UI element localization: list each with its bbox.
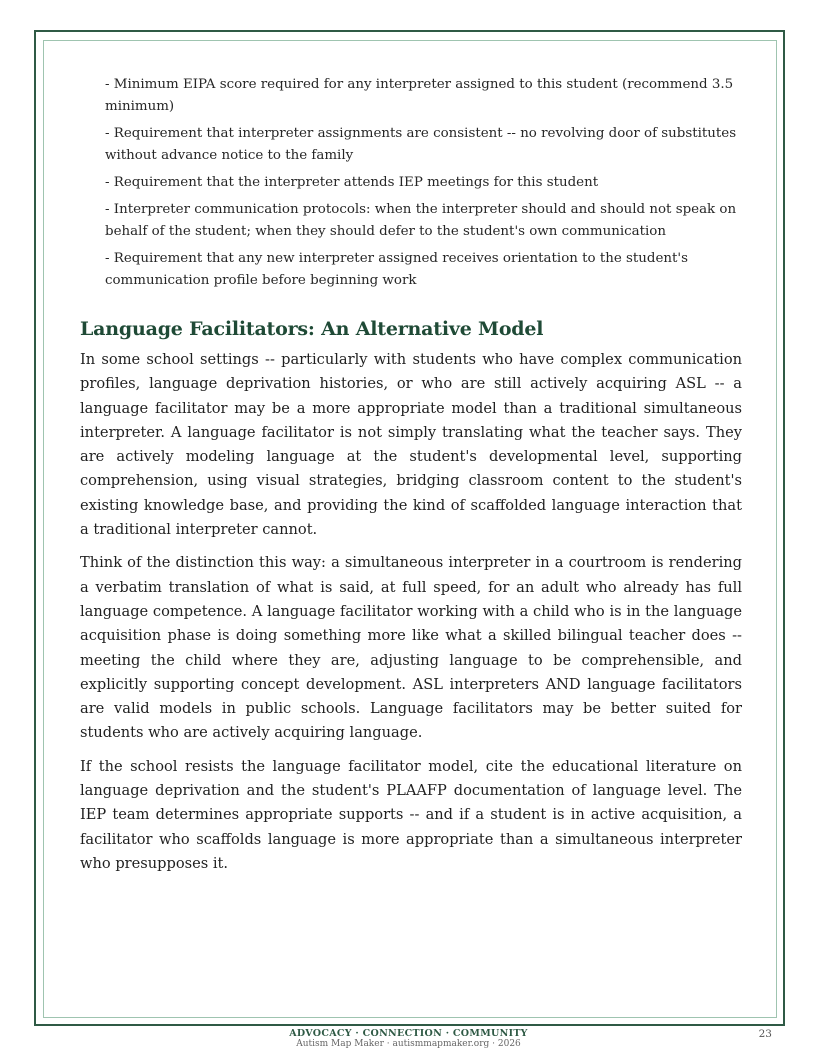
page-content — [80, 74, 742, 885]
body-paragraph: If the school resists the language facilitator model, cite the educational literature on language deprivation and the student's PLAAFP documentation of language level. The IEP team determines appropriate supports -- and if a student is in active acquisition, a facilitator who scaffolds language is more appropriate than a simultaneous interpreter who presupposes it. — [80, 757, 742, 872]
requirements-list — [105, 74, 742, 292]
list-item: - Interpreter communication protocols: when the interpreter should and should not speak on behalf of the student; when they should defer to the student's own communication — [105, 202, 737, 239]
page-footer — [0, 1028, 817, 1050]
list-item: - Minimum EIPA score required for any interpreter assigned to this student (recommend 3.5 minimum) — [105, 77, 734, 114]
list-item: - Requirement that interpreter assignments are consistent -- no revolving door of substitutes without advance notice to the family — [105, 126, 737, 163]
footer-tagline: ADVOCACY · CONNECTION · COMMUNITY — [289, 1028, 528, 1039]
list-item: - Requirement that the interpreter attends IEP meetings for this student — [105, 175, 599, 190]
body-paragraph: Think of the distinction this way: a simultaneous interpreter in a courtroom is rendering a verbatim translation of what is said, at full speed, for an adult who already has full language competence. A language facilitator working with a child who is in the language acquisition phase is doing something more like what a skilled bilingual teacher does -- meeting the child where they are, adjusting language to be comprehensible, and explicitly supporting concept development. ASL interpreters AND language facilitators are valid models in public schools. Language facilitators may be better suited for students who are actively acquiring language. — [80, 554, 742, 742]
list-item: - Requirement that any new interpreter assigned receives orientation to the student's communication profile before beginning work — [105, 251, 688, 288]
footer-credit: Autism Map Maker · autismmapmaker.org · 2026 — [296, 1039, 521, 1049]
page-number: 23 — [758, 1028, 772, 1040]
section-heading: Language Facilitators: An Alternative Model — [80, 318, 544, 340]
body-paragraph: In some school settings -- particularly with students who have complex communication profiles, language deprivation histories, or who are still actively acquiring ASL -- a language facilitator may be a more appropriate model than a traditional simultaneous interpreter. A language facilitator is not simply translating what the teacher says. They are actively modeling language at the student's developmental level, supporting comprehension, using visual strategies, bridging classroom content to the student's existing knowledge base, and providing the kind of scaffolded language interaction that a traditional interpreter cannot. — [80, 351, 742, 539]
